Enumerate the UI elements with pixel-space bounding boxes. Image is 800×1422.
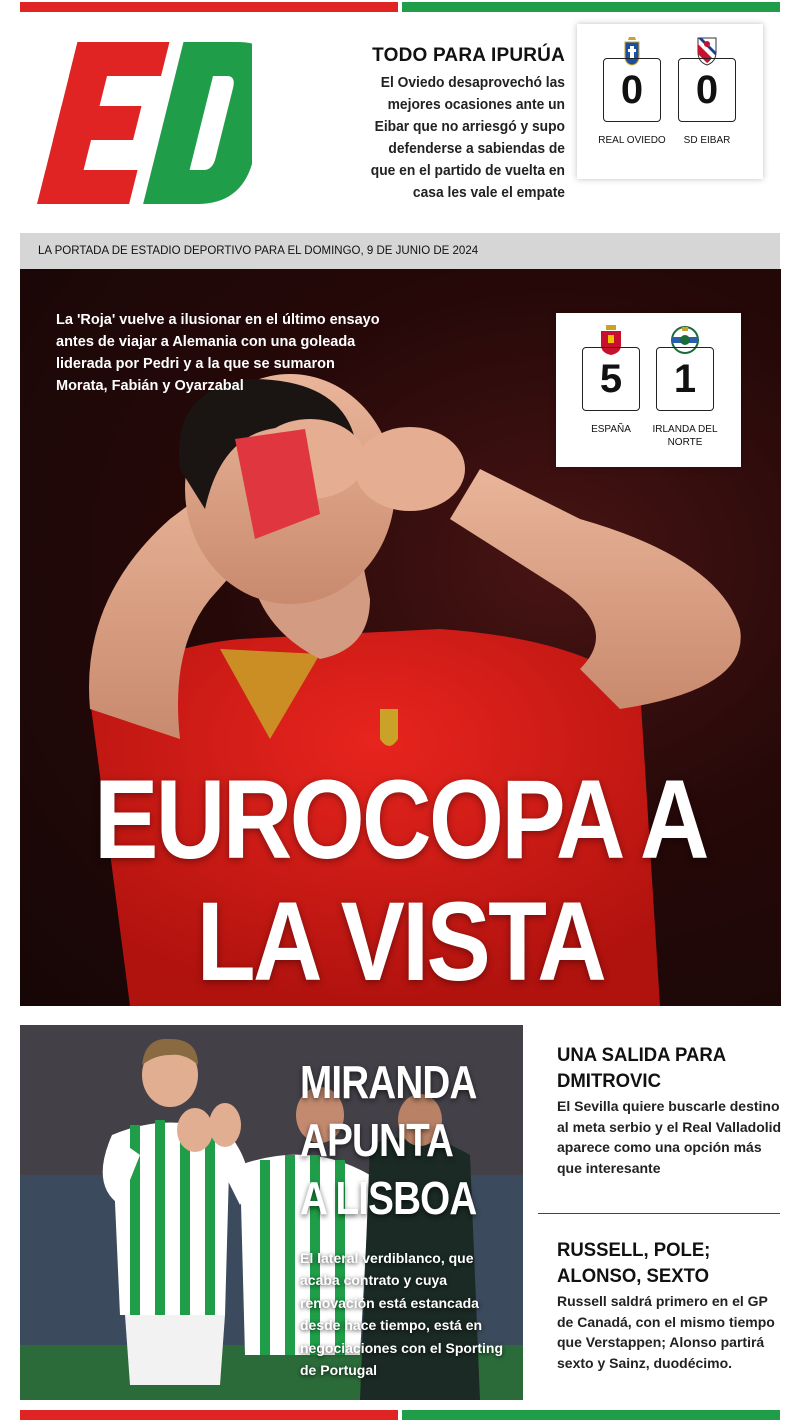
main-story-intro: La 'Roja' vuelve a ilusionar en el último ensayo antes de viajar a Alemania con una goleada liderada por Pedri y a la que se sumaron Morata, Fabián y Oyarzabal: [56, 312, 380, 394]
russell-text: Russell saldrá primero en el GP de Canadá, con el mismo tiempo que Verstappen; Alonso partirá sexto y Sainz, duodécimo.: [557, 1293, 775, 1371]
miranda-headline-line-3: A LISBOA: [300, 1172, 477, 1224]
dmitrovic-text: El Sevilla quiere buscarle destino al meta serbio y el Real Valladolid aparece como una opción más que interesante: [557, 1098, 782, 1176]
teaser-title: TODO PARA IPURÚA: [372, 45, 565, 66]
dmitrovic-headline-line-2: DMITROVIC: [557, 1070, 661, 1092]
russell-headline-line-2: ALONSO, SEXTO: [557, 1265, 709, 1287]
miranda-headline: [300, 1053, 485, 1227]
home-score: 5: [582, 347, 640, 411]
estadio-deportivo-logo[interactable]: [36, 40, 252, 208]
away-score: 0: [678, 58, 736, 122]
headline-line-1: EUROCOPA A: [94, 757, 707, 882]
miranda-text: El lateral verdiblanco, que acaba contrato y cuya renovación está estancada desde hace tiempo, está en negociaciones con el Sporting de Portugal: [300, 1250, 504, 1379]
teaser-text: El Oviedo desaprovechó las mejores ocasiones ante un Eibar que no arriesgó y supo defenderse a sabiendas de que en el partido de vuelta en casa les vale el empate: [370, 75, 565, 201]
russell-headline: [557, 1237, 771, 1289]
home-team-name: REAL OVIEDO: [598, 135, 666, 146]
miranda-headline-line-2: APUNTA: [300, 1114, 454, 1166]
home-score: 0: [603, 58, 661, 122]
spain-northern-ireland-scoreboard: [556, 313, 741, 467]
russell-story[interactable]: [557, 1237, 782, 1373]
main-story[interactable]: [20, 269, 781, 1006]
headline-line-2: LA VISTA: [196, 879, 605, 1004]
top-flag-stripe: [20, 2, 780, 12]
main-headline: [73, 759, 727, 1003]
oviedo-teaser[interactable]: [360, 44, 565, 204]
away-score: 1: [656, 347, 714, 411]
away-team-name: IRLANDA DEL NORTE: [652, 424, 718, 448]
dmitrovic-headline-line-1: UNA SALIDA PARA: [557, 1044, 727, 1066]
miranda-headline-line-1: MIRANDA: [300, 1056, 477, 1108]
edition-dateline: LA PORTADA DE ESTADIO DEPORTIVO PARA EL DOMINGO, 9 DE JUNIO DE 2024: [20, 233, 780, 269]
side-divider: [538, 1213, 780, 1214]
dmitrovic-story[interactable]: [557, 1042, 782, 1178]
russell-headline-line-1: RUSSELL, POLE;: [557, 1239, 711, 1261]
home-team-name: ESPAÑA: [591, 424, 631, 435]
miranda-story[interactable]: [20, 1025, 523, 1400]
oviedo-eibar-scoreboard: [577, 24, 763, 179]
bottom-flag-stripe: [20, 1410, 780, 1420]
dmitrovic-headline: [557, 1042, 771, 1094]
away-team-name: SD EIBAR: [683, 135, 731, 146]
